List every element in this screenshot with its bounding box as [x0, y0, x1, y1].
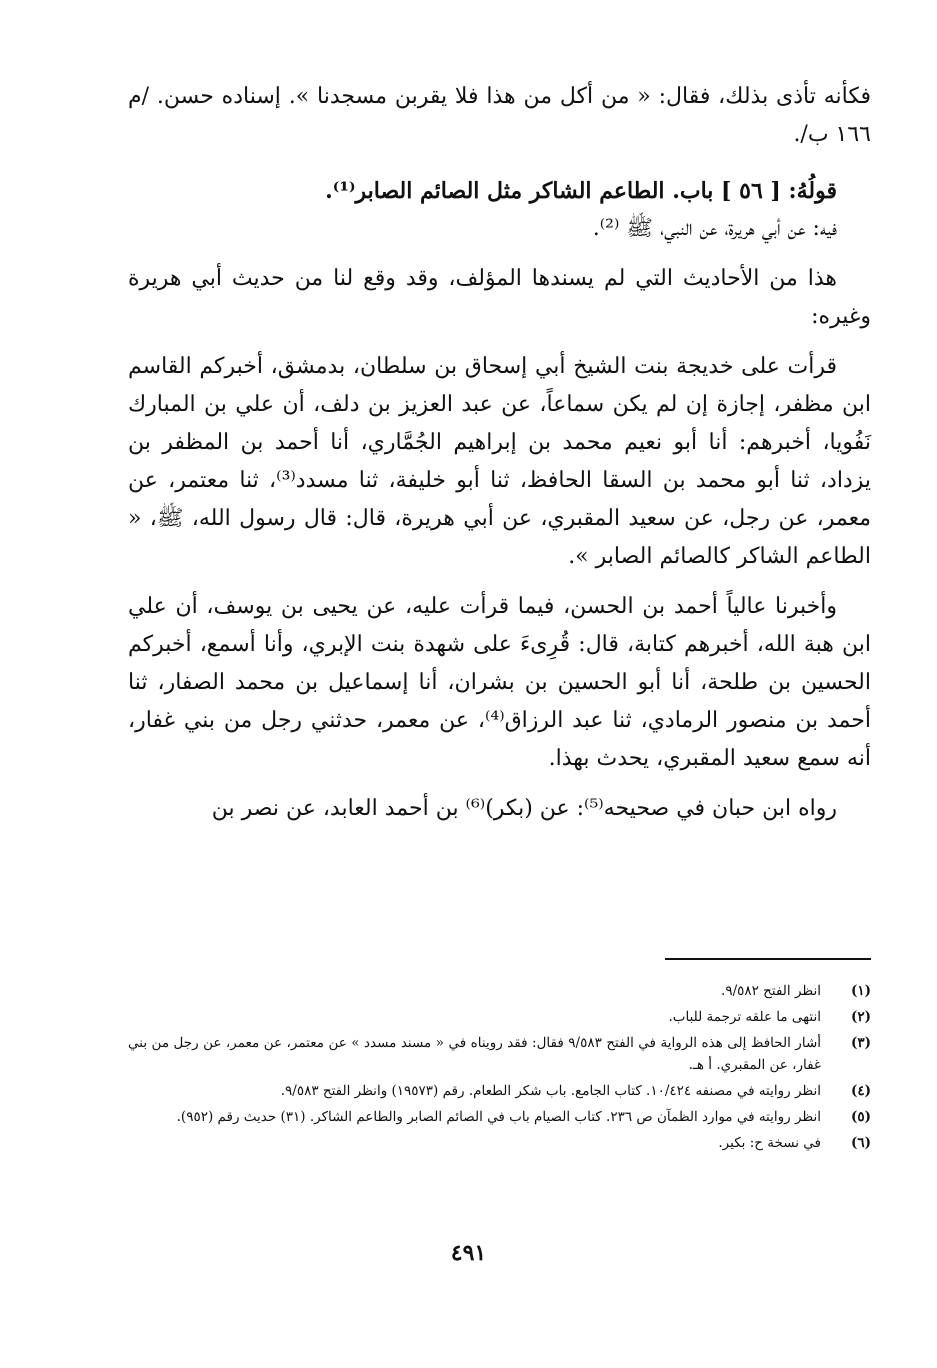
- footnote-item: [128, 1032, 871, 1076]
- footnote-item: [128, 1106, 871, 1128]
- footnote-number: (٥): [850, 1109, 871, 1125]
- footnote-number: (١): [850, 983, 871, 999]
- footnote-text: أشار الحافظ إلى هذه الرواية في الفتح ٩/٥٨٣ فقال: فقد رويناه في « مسند مسدد » عن معتمر، عن معمر، عن رجل من بني غفار، عن المقبري. أ هـ.: [128, 1035, 822, 1073]
- footnote-item: [128, 980, 871, 1002]
- footnote-item: [128, 1132, 871, 1154]
- footnote-item: [128, 1080, 871, 1102]
- footnote-number: (٦): [850, 1135, 871, 1151]
- footnotes: [128, 980, 871, 1158]
- paragraph-ibn-hibban: رواه ابن حبان في صحيحه⁽⁵⁾: عن (بكر)⁽⁶⁾ بن أحمد العابد، عن نصر بن: [211, 796, 837, 821]
- footnote-number: (٢): [850, 1009, 871, 1025]
- footnote-item: [128, 1006, 871, 1028]
- paragraph-isnad-2: وأخبرنا عالياً أحمد بن الحسن، فيما قرأت عليه، عن يحيى بن يوسف، أن علي ابن هبة الله، أخبرهم كتابة، قال: قُرِىءَ على شهدة بنت الإبري، وأنا أسمع، أخبركم الحسين بن طلحة، أنا أبو الحسين بن بشران، أنا إسماعيل بن محمد الصفار، ثنا أحمد بن منصور الرمادي، ثنا عبد الرزاق⁽⁴⁾، عن معمر، حدثني رجل من بني غفار، أنه سمع سعيد المقبري، يحدث بهذا.: [128, 594, 871, 771]
- footnote-text: انظر روايته في موارد الظمآن ص ٢٣٦. كتاب الصيام باب في الصائم الصابر والطاعم الشاكر. (٣١) حديث رقم (٩٥٢).: [176, 1109, 821, 1125]
- footnote-text: في نسخة ح: بكير.: [718, 1135, 821, 1151]
- fih-line: فيه: عن أبي هريرة، عن النبي، ﷺ ⁽²⁾.: [592, 216, 837, 241]
- paragraph-isnad-1: قرأت على خديجة بنت الشيخ أبي إسحاق بن سلطان، بدمشق، أخبركم القاسم ابن مظفر، إجازة إن لم يكن سماعاً، عن عبد العزيز بن دلف، أن علي بن المبارك نَفُويا، أخبرهم: أنا أبو نعيم محمد بن إبراهيم الجُمَّاري، أنا أحمد بن المظفر بن يزداد، ثنا أبو محمد بن السقا الحافظ، ثنا أبو خليفة، ثنا مسدد⁽³⁾، ثنا معتمر، عن معمر، عن رجل، عن سعيد المقبري، عن أبي هريرة، قال: قال رسول الله، ﷺ، « الطاعم الشاكر كالصائم الصابر ».: [128, 354, 871, 569]
- paragraph-commentary: هذا من الأحاديث التي لم يسندها المؤلف، وقد وقع لنا من حديث أبي هريرة وغيره:: [128, 266, 871, 329]
- page-number: ٤٩١: [450, 1240, 487, 1266]
- footnote-separator: [665, 958, 871, 960]
- paragraph-continuation: فكأنه تأذى بذلك، فقال: « من أكل من هذا فلا يقربن مسجدنا ». إسناده حسن. /م ١٦٦ ب/.: [128, 84, 871, 147]
- footnote-text: انظر روايته في مصنفه ١٠/٤٢٤. كتاب الجامع. باب شكر الطعام. رقم (١٩٥٧٣) وانظر الفتح ٩/٥٨٣.: [280, 1083, 821, 1099]
- main-text: [128, 78, 871, 840]
- chapter-heading: قولُهُ: [ ٥٦ ] باب. الطاعم الشاكر مثل الصائم الصابر⁽¹⁾.: [325, 178, 837, 204]
- footnote-text: انتهى ما علقه ترجمة للباب.: [668, 1009, 821, 1025]
- footnote-text: انظر الفتح ٩/٥٨٢.: [721, 983, 821, 999]
- footnote-number: (٣): [850, 1035, 871, 1051]
- footnote-number: (٤): [850, 1083, 871, 1099]
